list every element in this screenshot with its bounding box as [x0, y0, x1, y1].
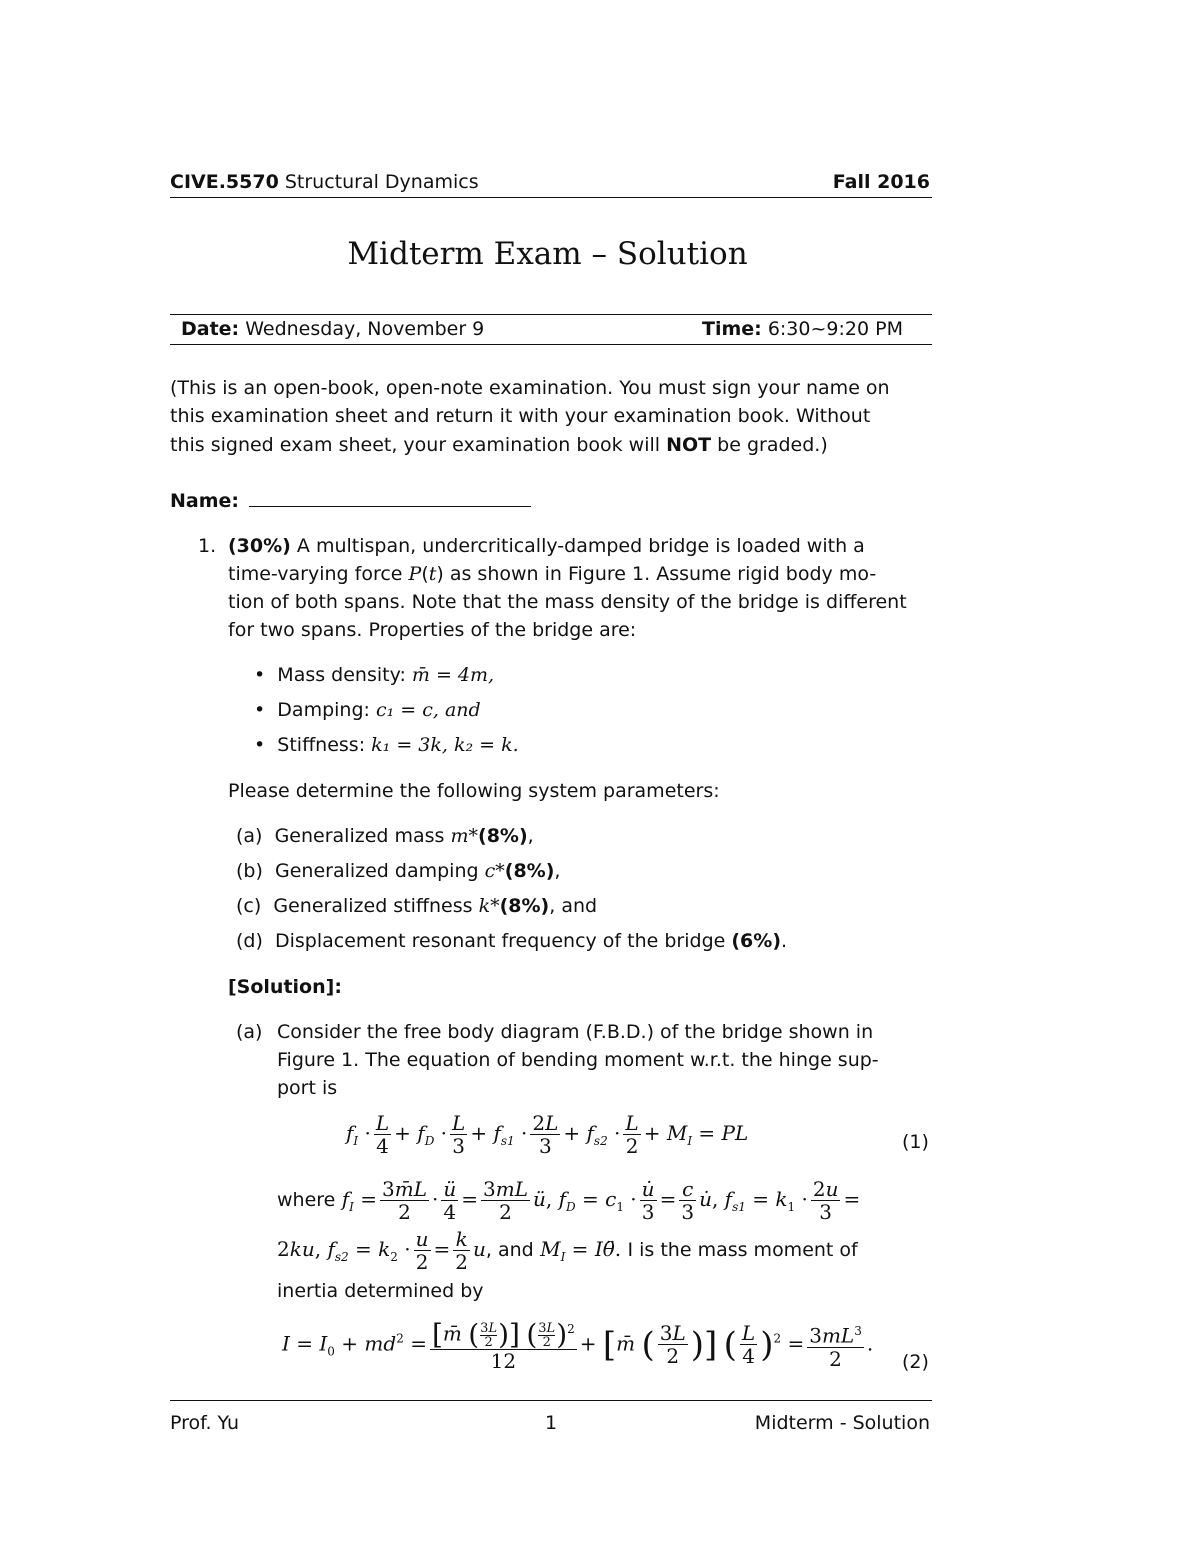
instructions-line-1: (This is an open-book, open-note examination. You must sign your name on — [170, 377, 890, 399]
part-item: (c) Generalized stiffness k*(8%), and — [236, 895, 598, 917]
course-header — [170, 168, 479, 196]
term: Fall 2016 — [832, 171, 930, 193]
problem-line-2: time-varying force P(t) as shown in Figure 1. Assume rigid body mo- — [228, 563, 877, 585]
part-item: (a) Generalized mass m*(8%), — [236, 825, 534, 847]
name-underline — [249, 490, 531, 507]
solution-part-tag: (a) — [236, 1021, 263, 1043]
equation-1: $f_I$ · $\frac{L}{4}$ + $f_D$ · $\frac{L}{3}$ + $f_{s1}$ · $\frac{2L}{3}$ + $f_{s2}$ · $\frac{L}{2}$ + $M_I$ = PL — [346, 1111, 749, 1158]
course-name: Structural Dynamics — [284, 171, 479, 193]
time-line — [702, 315, 903, 343]
page-title: Midterm Exam – Solution — [347, 236, 748, 272]
name-label: Name: — [170, 490, 240, 512]
solution-line-2: Figure 1. The equation of bending moment w.r.t. the hinge sup- — [277, 1049, 879, 1071]
problem-line-3: tion of both spans. Note that the mass density of the bridge is different — [228, 591, 907, 613]
date-line — [181, 315, 484, 343]
parameters-prompt: Please determine the following system parameters: — [228, 780, 720, 802]
problem-weight: (30%) — [228, 535, 291, 557]
part-item: (d) Displacement resonant frequency of the bridge (6%). — [236, 930, 788, 952]
instructions-line-3: this signed exam sheet, your examination book will NOT be graded.) — [170, 434, 828, 456]
page-number: 1 — [545, 1412, 558, 1434]
equation-1-number: (1) — [902, 1131, 929, 1153]
property-item: • Stiffness: k₁ = 3k, k₂ = k. — [254, 734, 519, 756]
where-line-1: where $f_I$ = $\frac{3m̄L}{2}$ · $\frac{ü}{4}$ = $\frac{3mL}{2}$ ü, $f_D = c_1$ · $\frac{u̇}{3}$ = $\frac{c}{3}$ u̇, $f_{s1} = k_1$ · $\frac{2u}{3}$ = — [277, 1177, 861, 1224]
footer-rule — [170, 1400, 932, 1401]
course-code: CIVE.5570 — [170, 171, 279, 193]
instructions-line-2: this examination sheet and return it with your examination book. Without — [170, 405, 871, 427]
where-line-2: 2ku, $f_{s2} = k_2$ · $\frac{u}{2}$ = $\frac{k}{2}$ u, and $M_I$ = Iθ̈. I is the mass moment of — [277, 1227, 858, 1274]
footer-author: Prof. Yu — [170, 1412, 239, 1434]
header-rule — [170, 197, 932, 198]
solution-line-3: port is — [277, 1077, 338, 1099]
solution-heading: [Solution]: — [228, 976, 342, 998]
footer-title: Midterm - Solution — [754, 1412, 930, 1434]
time-label: Time: — [702, 318, 762, 340]
date-label: Date: — [181, 318, 240, 340]
property-item: • Damping: c₁ = c, and — [254, 699, 481, 721]
date-value: Wednesday, November 9 — [245, 318, 485, 340]
problem-line-1: (30%) A multispan, undercritically-damped bridge is loaded with a — [228, 535, 865, 557]
problem-line-4: for two spans. Properties of the bridge are: — [228, 619, 637, 641]
time-value: 6:30~9:20 PM — [767, 318, 903, 340]
name-field — [170, 487, 531, 515]
solution-line-1: Consider the free body diagram (F.B.D.) of the bridge shown in — [277, 1021, 874, 1043]
problem-number: 1. — [198, 535, 217, 557]
part-item: (b) Generalized damping c*(8%), — [236, 860, 561, 882]
datetime-bottom-rule — [170, 344, 932, 345]
property-item: • Mass density: m̄ = 4m, — [254, 664, 495, 686]
equation-2: $I = I_0 + md^2$ = [m̄ ( $\frac{3L}{2}$ )] ( $\frac{3L}{2}$ )$^2$ 12 + [m̄ ( $\frac{3L}{2}$ )] ( $\frac{L}{4}$ )$^2$ = $\frac{3mL^3}{2}$ . — [282, 1318, 874, 1373]
solution-line-inertia: inertia determined by — [277, 1280, 484, 1302]
equation-2-number: (2) — [902, 1351, 929, 1373]
